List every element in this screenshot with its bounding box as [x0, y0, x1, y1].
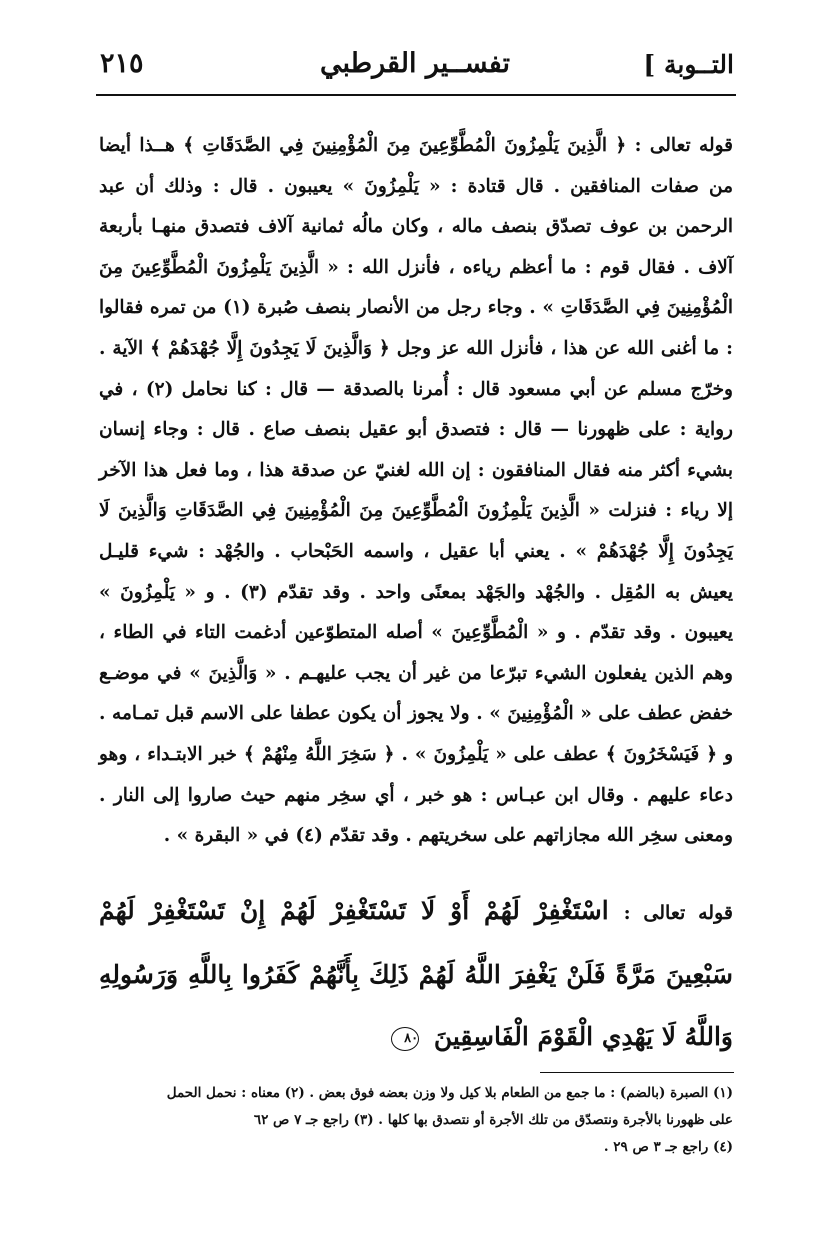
page-header — [96, 42, 734, 92]
commentary-paragraph: قوله تعالى : ﴿ الَّذِينَ يَلْمِزُونَ الْمُطَّوِّعِينَ مِنَ الْمُؤْمِنِينَ فِي الصَّدَقَاتِ ﴾ هــذا أيضا من صفات المنافقين . قال قتادة : « يَلْمِزُونَ » يعيبون . قال : وذلك أن عبد الرحمن بن عوف تصدّق بنصف ماله ، وكان مالُه ثمانية آلاف فتصدق منهـا بأربعة آلاف . فقال قوم : ما أعظم رياءه ، فأنزل الله : « الَّذِينَ يَلْمِزُونَ الْمُطَّوِّعِينَ مِنَ الْمُؤْمِنِينَ فِي الصَّدَقَاتِ » . وجاء رجل من الأنصار بنصف صُبرة (١) من تمره فقالوا : ما أغنى الله عن هذا ، فأنزل الله عز وجل ﴿ وَالَّذِينَ لَا يَجِدُونَ إِلَّا جُهْدَهُمْ ﴾ الآية . وخرّج مسلم عن أبي مسعود قال : أُمرنا بالصدقة — قال : كنا نحامل (٢) ، في رواية : على ظهورنا — قال : فتصدق أبو عقيل بنصف صاع . قال : وجاء إنسان بشيء أكثر منه فقال المنافقون : إن الله لغنيّ عن صدقة هذا ، وما فعل هذا الآخر إلا رياء : فنزلت « الَّذِينَ يَلْمِزُونَ الْمُطَّوِّعِينَ مِنَ الْمُؤْمِنِينَ فِي الصَّدَقَاتِ وَالَّذِينَ لَا يَجِدُونَ إِلَّا جُهْدَهُمْ » . يعني أبا عقيل ، واسمه الحَبْحاب . والجُهْد : شيء قليـل يعيش به المُقِل . والجُهْد والجَهْد بمعنًى واحد . وقد تقدّم (٣) . و « يَلْمِزُونَ » يعيبون . وقد تقدّم . و « الْمُطَّوِّعِينَ » أصله المتطوّعين أدغمت التاء في الطاء ، وهم الذين يفعلون الشيء تبرّعا من غير أن يجب عليهـم . « وَالَّذِينَ » في موضـع خفض عطف على « الْمُؤْمِنِينَ » . ولا يجوز أن يكون عطفا على الاسم قبل تمـامه . و ﴿ فَيَسْخَرُونَ ﴾ عطف على « يَلْمِزُونَ » . ﴿ سَخِرَ اللَّهُ مِنْهُمْ ﴾ خبر الابتـداء ، وهو دعاء عليهم . وقال ابن عبـاس : هو خبر ، أي سخِر منهم حيث صاروا إلى النار . ومعنى سخِر الله مجازاتهم على سخريتهم . وقد تقدّم (٤) في « البقرة » . — [99, 135, 733, 847]
footnote-line: (١) الصبرة (بالضم) : ما جمع من الطعام بلا كيل ولا وزن بعضه فوق بعض . (٢) معناه : نحمل الحمل — [166, 1085, 733, 1101]
footnote-line: (٤) راجع جـ ٣ ص ٢٩ . — [603, 1139, 733, 1155]
verse-number-marker: ٨٠ — [391, 1027, 419, 1051]
book-title: تفســير القرطبي — [320, 48, 510, 79]
verse-text: اسْتَغْفِرْ لَهُمْ أَوْ لَا تَسْتَغْفِرْ لَهُمْ إِنْ تَسْتَغْفِرْ لَهُمْ سَبْعِينَ مَرَّةً فَلَنْ يَغْفِرَ اللَّهُ لَهُمْ ذَلِكَ بِأَنَّهُمْ كَفَرُوا بِاللَّهِ وَرَسُولِهِ وَاللَّهُ لَا يَهْدِي الْقَوْمَ الْفَاسِقِينَ — [99, 896, 733, 1051]
footnote-rule — [540, 1072, 734, 1073]
commentary-text — [99, 126, 733, 857]
verse-lead: قوله تعالى : — [623, 902, 733, 924]
footnote-line: على ظهورنا بالأجرة ونتصدّق من تلك الأجرة أو نتصدق بها كلها . (٣) راجع جـ ٧ ص ٦٢ — [253, 1112, 733, 1128]
footnotes — [99, 1080, 733, 1161]
quran-verse — [99, 880, 733, 1068]
sura-title: التــوبة ] — [643, 50, 734, 79]
header-rule — [96, 94, 736, 96]
page-number: ٢١٥ — [100, 48, 144, 79]
